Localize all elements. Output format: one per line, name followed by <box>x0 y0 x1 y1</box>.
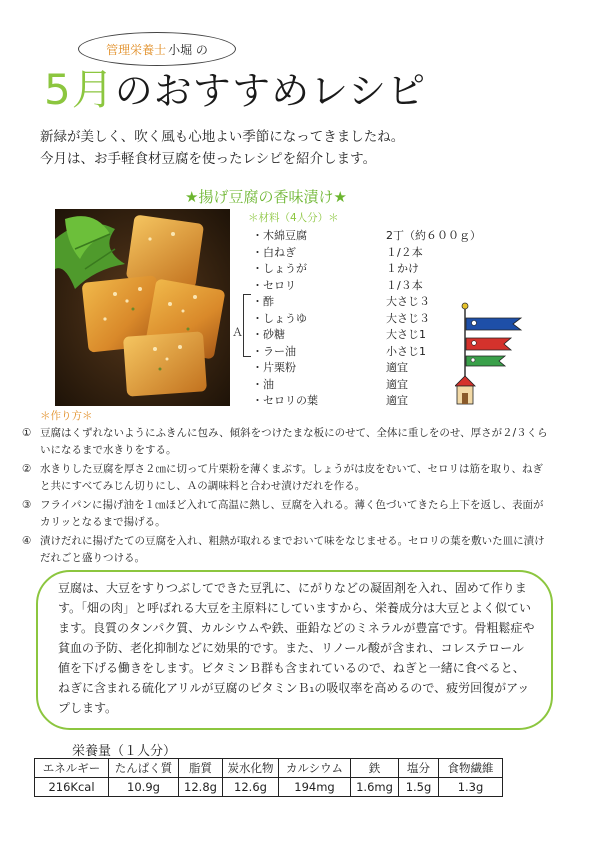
recipe-title: ★揚げ豆腐の香味漬け★ <box>185 188 347 206</box>
ingredient-amount: １かけ <box>386 262 419 275</box>
nutrition-value: 1.6mg <box>351 778 399 797</box>
koinobori-icon <box>455 300 530 410</box>
step-number: ① <box>22 427 32 439</box>
ingredient-list <box>252 228 481 410</box>
ingredient-name: ・白ねぎ <box>252 245 296 259</box>
nutrition-title: 栄養量（１人分） <box>72 744 177 759</box>
title-text: のおすすめレシピ <box>114 69 427 113</box>
ingredient-row <box>252 294 481 311</box>
nutrition-table <box>34 758 503 797</box>
nutrition-header-row <box>35 759 503 778</box>
group-a-bracket <box>243 294 251 357</box>
step-text: 水きりした豆腐を厚さ２㎝に切って片栗粉を薄くまぶす。しょうがは皮をむいて、セロリは筋を取り、ねぎと共にすべてみじん切りにし、Ａの調味料と合わせ漬けだれを作る。 <box>40 463 543 492</box>
nutrition-value: 12.8g <box>179 778 223 797</box>
author-bubble <box>78 32 236 66</box>
ingredients-label: ＊材料（4人分）＊ <box>248 212 339 224</box>
step-text: フライパンに揚げ油を１㎝ほど入れて高温に熱し、豆腐を入れる。薄く色づいてきたら上下を返し、表面がカリッとなるまで揚げる。 <box>40 499 544 528</box>
ingredient-name: ・セロリの葉 <box>252 394 318 407</box>
ingredient-row <box>252 261 481 278</box>
ingredient-name: ・ラー油 <box>252 344 296 358</box>
step-item <box>22 533 552 566</box>
step-item <box>22 497 552 530</box>
ingredient-amount: １/２本 <box>386 245 423 259</box>
nutrition-value: 1.3g <box>439 778 503 797</box>
nutrition-header: 鉄 <box>351 759 399 778</box>
group-a-label: Ａ <box>232 326 243 339</box>
nutrition-value: 12.6g <box>223 778 279 797</box>
nutrition-value: 1.5g <box>399 778 439 797</box>
ingredient-amount: 大さじ３ <box>386 295 430 308</box>
step-item <box>22 461 552 494</box>
intro-line: 今月は、お手軽食材豆腐を使ったレシピを紹介します。 <box>40 151 377 167</box>
nutrition-header: 塩分 <box>399 759 439 778</box>
ingredient-row <box>252 311 481 328</box>
step-item <box>22 425 552 458</box>
ingredient-name: ・片栗粉 <box>252 361 296 374</box>
ingredient-amount: 大さじ３ <box>386 311 430 325</box>
ingredient-amount: 大さじ1 <box>386 328 426 341</box>
step-text: 豆腐はくずれないようにふきんに包み、傾斜をつけたまな板にのせて、全体に重しをのせ、厚さが２/３くらいになるまで水きりをする。 <box>40 427 548 456</box>
recipe-photo <box>55 209 230 406</box>
nutrition-header: カルシウム <box>279 759 351 778</box>
ingredient-row <box>252 245 481 262</box>
step-number: ③ <box>22 499 32 511</box>
ingredient-amount: 適宜 <box>386 361 408 374</box>
step-number: ② <box>22 463 32 475</box>
step-text: 漬けだれに揚げたての豆腐を入れ、粗熱が取れるまでおいて味をなじませる。セロリの葉を敷いた皿に漬けだれごと盛りつける。 <box>40 535 545 564</box>
ingredient-name: ・しょうが <box>252 262 307 275</box>
ingredient-amount: １/３本 <box>386 278 423 292</box>
nutrition-header: 脂質 <box>179 759 223 778</box>
author-role: 管理栄養士 <box>106 42 167 57</box>
ingredient-row <box>252 327 481 344</box>
ingredient-row <box>252 377 481 394</box>
intro-line: 新緑が美しく、吹く風も心地よい季節になってきましたね。 <box>40 129 405 145</box>
ingredient-row <box>252 393 481 410</box>
page-title <box>44 64 426 117</box>
ingredient-row <box>252 278 481 295</box>
ingredient-name: ・砂糖 <box>252 328 285 341</box>
ingredient-name: ・油 <box>252 377 274 391</box>
ingredient-amount: 小さじ1 <box>386 344 426 358</box>
method-label: ＊作り方＊ <box>40 410 93 422</box>
nutrition-header: 食物繊維 <box>439 759 503 778</box>
nutrition-header: エネルギー <box>35 759 109 778</box>
ingredient-name: ・しょうゆ <box>252 311 307 325</box>
fried-tofu-image <box>55 209 230 406</box>
step-number: ④ <box>22 535 32 547</box>
ingredient-row <box>252 344 481 361</box>
ingredient-amount: 適宜 <box>386 377 408 391</box>
nutrition-value: 216Kcal <box>35 778 109 797</box>
title-month: 5月 <box>44 65 115 114</box>
tofu-info-text: 豆腐は、大豆をすりつぶしてできた豆乳に、にがりなどの凝固剤を入れ、固めて作ります。「畑の肉」と呼ばれる大豆を主原料にしていますから、栄養成分は大豆とよく似ています。良質のタンパク質、カルシウムや鉄、亜鉛などのミネラルが豊富です。骨粗鬆症や貧血の予防、老化抑制などに効果的です。また、リノール酸が含まれ、コレステロール値を下げる働きをします。ビタミンＢ群も含まれているので、ねぎと一緒に食べると、ねぎに含まれる硫化アリルが豆腐のビタミンＢ₁の吸収率を高めるので、疲労回復がアップします。 <box>58 581 535 715</box>
ingredient-name: ・セロリ <box>252 278 296 292</box>
step-list <box>22 425 552 569</box>
nutrition-header: 炭水化物 <box>223 759 279 778</box>
ingredient-row <box>252 360 481 377</box>
ingredient-name: ・酢 <box>252 295 274 308</box>
nutrition-value: 194mg <box>279 778 351 797</box>
nutrition-header: たんぱく質 <box>109 759 179 778</box>
nutrition-value-row <box>35 778 503 797</box>
nutrition-value: 10.9g <box>109 778 179 797</box>
ingredient-row <box>252 228 481 245</box>
intro-text <box>40 126 404 170</box>
tofu-info-box <box>36 570 553 730</box>
ingredient-amount: 2丁（約６００ｇ） <box>386 229 481 242</box>
ingredient-name: ・木綿豆腐 <box>252 229 307 242</box>
ingredient-amount: 適宜 <box>386 394 408 407</box>
author-name: 小堀 の <box>168 42 208 57</box>
